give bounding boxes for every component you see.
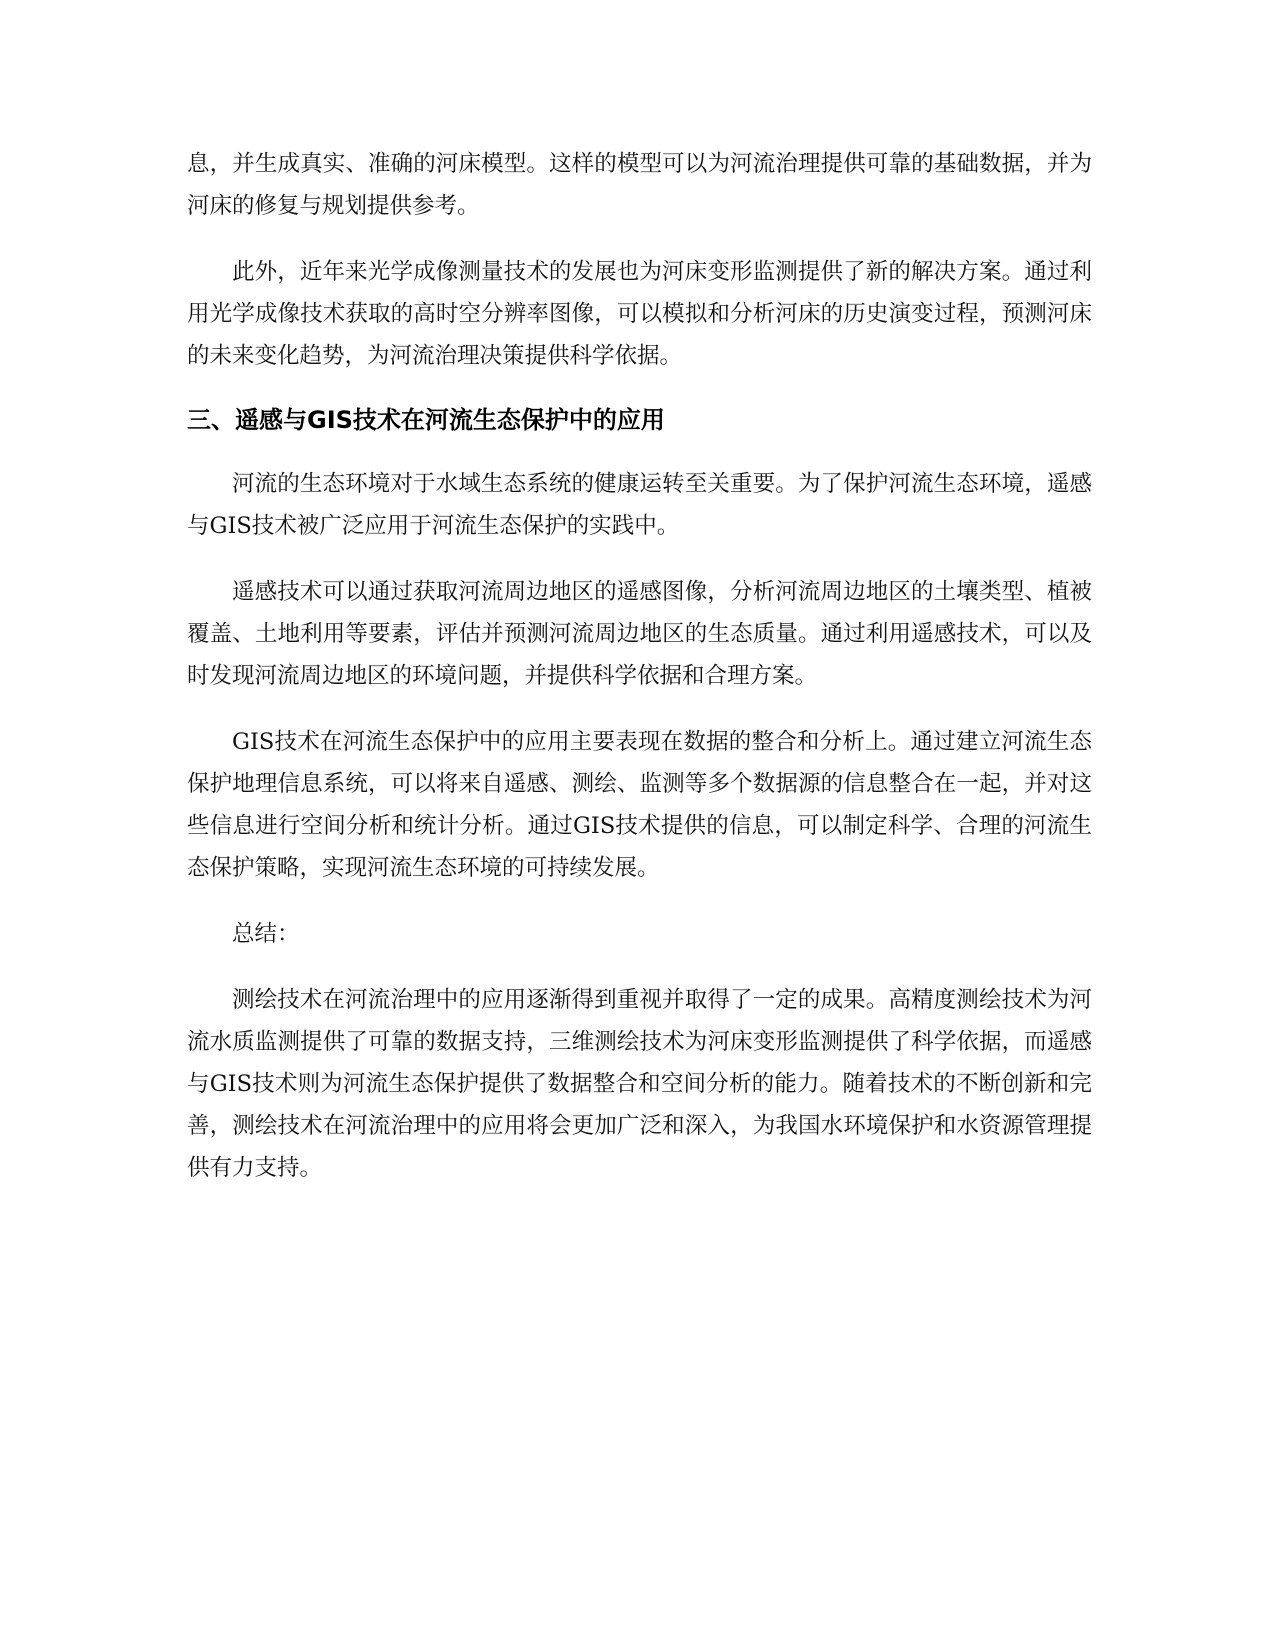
summary-label: 总结： <box>232 921 300 947</box>
section-heading: 三、遥感与GIS技术在河流生态保护中的应用 <box>187 406 665 434</box>
paragraph-gis: GIS技术在河流生态保护中的应用主要表现在数据的整合和分析上。通过建立河流生态保护地理信息系统，可以将来自遥感、测绘、监测等多个数据源的信息整合在一起，并对这些信息进行空间分析和统计分析。通过GIS技术提供的信息，可以制定科学、合理的河流生态保护策略，实现河流生态环境的可持续发展。 <box>187 729 1092 881</box>
paragraph-optical-imaging: 此外，近年来光学成像测量技术的发展也为河床变形监测提供了新的解决方案。通过利用光学成像技术获取的高时空分辨率图像，可以模拟和分析河床的历史演变过程，预测河床的未来变化趋势，为河流治理决策提供科学依据。 <box>187 259 1092 369</box>
paragraph-continued: 息，并生成真实、准确的河床模型。这样的模型可以为河流治理提供可靠的基础数据，并为河床的修复与规划提供参考。 <box>187 151 1092 219</box>
paragraph-remote-sensing: 遥感技术可以通过获取河流周边地区的遥感图像，分析河流周边地区的土壤类型、植被覆盖、土地利用等要素，评估并预测河流周边地区的生态质量。通过利用遥感技术，可以及时发现河流周边地区的环境问题，并提供科学依据和合理方案。 <box>187 579 1092 689</box>
paragraph-summary: 测绘技术在河流治理中的应用逐渐得到重视并取得了一定的成果。高精度测绘技术为河流水质监测提供了可靠的数据支持，三维测绘技术为河床变形监测提供了科学依据，而遥感与GIS技术则为河流生态保护提供了数据整合和空间分析的能力。随着技术的不断创新和完善，测绘技术在河流治理中的应用将会更加广泛和深入，为我国水环境保护和水资源管理提供有力支持。 <box>187 987 1092 1181</box>
document-body <box>187 143 1092 1213</box>
paragraph-ecology-intro: 河流的生态环境对于水域生态系统的健康运转至关重要。为了保护河流生态环境，遥感与GIS技术被广泛应用于河流生态保护的实践中。 <box>187 471 1092 539</box>
